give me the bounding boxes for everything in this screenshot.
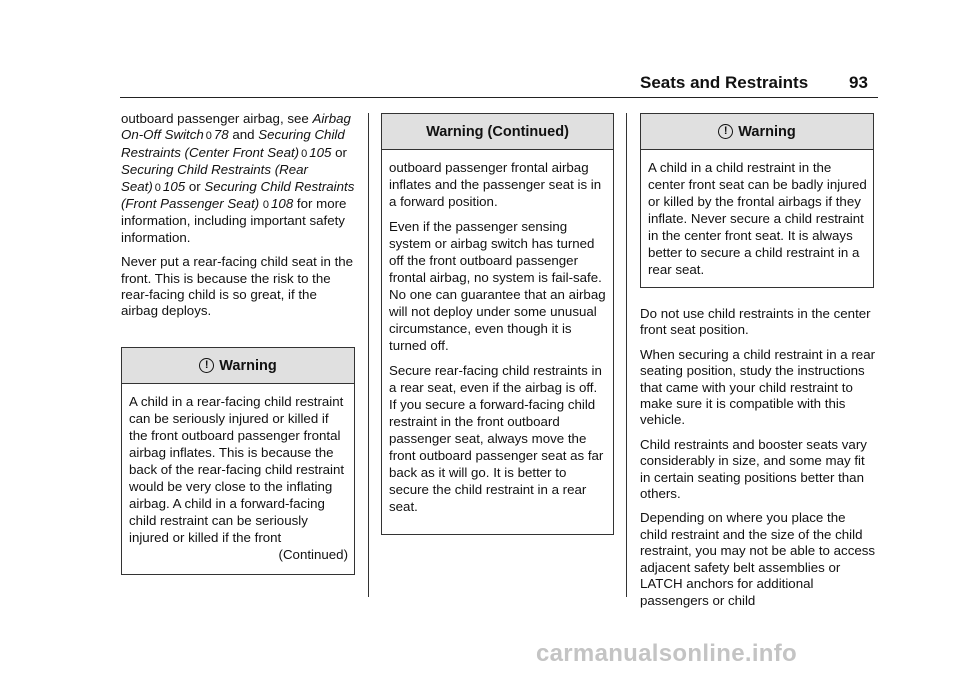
continued-label: (Continued): [278, 547, 348, 562]
warning-title: Warning: [219, 357, 277, 374]
warning-body: [122, 384, 354, 569]
paragraph: Child restraints and booster seats vary considerably in size, and some may fit in certain seating positions better than others.: [640, 436, 867, 502]
column-divider: [368, 113, 369, 597]
text: or: [188, 178, 201, 194]
warning-box-continued: [381, 113, 614, 535]
page-ref-number[interactable]: 78: [213, 127, 229, 143]
text: and: [232, 127, 255, 143]
warning-paragraph: Secure rear-facing child restraints in a rear seat, even if the airbag is off. If you secure a forward-facing child restraint in the front outboard passenger seat, always move the front outboard passenger seat as far back as it will go. It is better to secure the child restraint in a rear seat.: [389, 363, 604, 514]
warning-header: [641, 114, 873, 150]
warning-body: [641, 150, 873, 284]
warning-paragraph: Even if the passenger sensing system or airbag switch has turned off the front outboard passenger frontal airbag, no system is fail-safe. No one can guarantee that an airbag will not deploy under some unusual circumstance, even though it is turned off.: [389, 219, 606, 353]
link-securing-front-passenger[interactable]: Securing Child Restraints (Front Passenger Seat): [121, 178, 355, 212]
watermark: carmanualsonline.info: [536, 640, 798, 667]
warning-header: [382, 114, 613, 150]
warning-header: [122, 348, 354, 384]
page-ref-number[interactable]: 108: [271, 196, 294, 212]
column-3-text: [640, 306, 876, 617]
warning-text: A child in a rear-facing child restraint can be seriously injured or killed if the front outboard passenger frontal airbag inflates. This is because the back of the rear-facing child restraint would be very close to the inflating airbag. A child in a forward-facing child restraint can be seriously injured or killed if the front: [129, 394, 345, 545]
warning-box-rear-facing: [121, 347, 355, 575]
warning-icon: !: [199, 358, 214, 373]
page-ref-number[interactable]: 105: [162, 178, 186, 194]
column-1: [121, 111, 357, 328]
paragraph-rear-facing: Never put a rear-facing child seat in the front. This is because the risk to the rear-facing child is so great, if the airbag deploys.: [121, 254, 354, 319]
page-number: 93: [849, 73, 868, 92]
warning-title: Warning (Continued): [426, 123, 569, 140]
link-securing-rear-seat[interactable]: Securing Child Restraints (Rear Seat): [121, 162, 308, 194]
page-ref-number[interactable]: 105: [309, 144, 332, 160]
text: or: [335, 144, 347, 160]
text: outboard passenger airbag, see: [121, 111, 309, 126]
page-ref-icon: 0: [205, 130, 212, 143]
header-rule: [120, 97, 878, 98]
paragraph-airbag-references: [121, 111, 357, 246]
warning-body: [382, 150, 613, 529]
warning-text: A child in a child restraint in the center front seat can be badly injured or killed by the frontal airbags if they inflate. Never secure a child restraint in the center front seat. It is always better to secure a child restraint in a rear seat.: [648, 160, 867, 277]
page-ref-icon: 0: [154, 181, 161, 194]
warning-paragraph: outboard passenger frontal airbag inflates and the passenger seat is in a forward position.: [389, 160, 602, 209]
page-ref-icon: 0: [301, 147, 308, 160]
warning-icon: !: [718, 124, 733, 139]
warning-title: Warning: [738, 123, 796, 140]
column-divider: [626, 113, 627, 597]
text: for more information, including important safety information.: [121, 196, 347, 245]
paragraph: Depending on where you place the child restraint and the size of the child restraint, you may not be able to access adjacent safety belt assemblies or LATCH anchors for additional passengers or child: [640, 510, 876, 608]
link-securing-center-front[interactable]: Securing Child Restraints (Center Front Seat): [121, 127, 345, 160]
section-title: Seats and Restraints: [640, 73, 809, 92]
paragraph: When securing a child restraint in a rear seating position, study the instructions that came with your child restraint to make sure it is compatible with this vehicle.: [640, 346, 876, 428]
paragraph: Do not use child restraints in the center front seat position.: [640, 306, 871, 338]
page-ref-icon: 0: [262, 199, 270, 212]
warning-box-center-seat: [640, 113, 874, 288]
link-airbag-on-off-switch[interactable]: Airbag On-Off Switch: [121, 111, 351, 143]
